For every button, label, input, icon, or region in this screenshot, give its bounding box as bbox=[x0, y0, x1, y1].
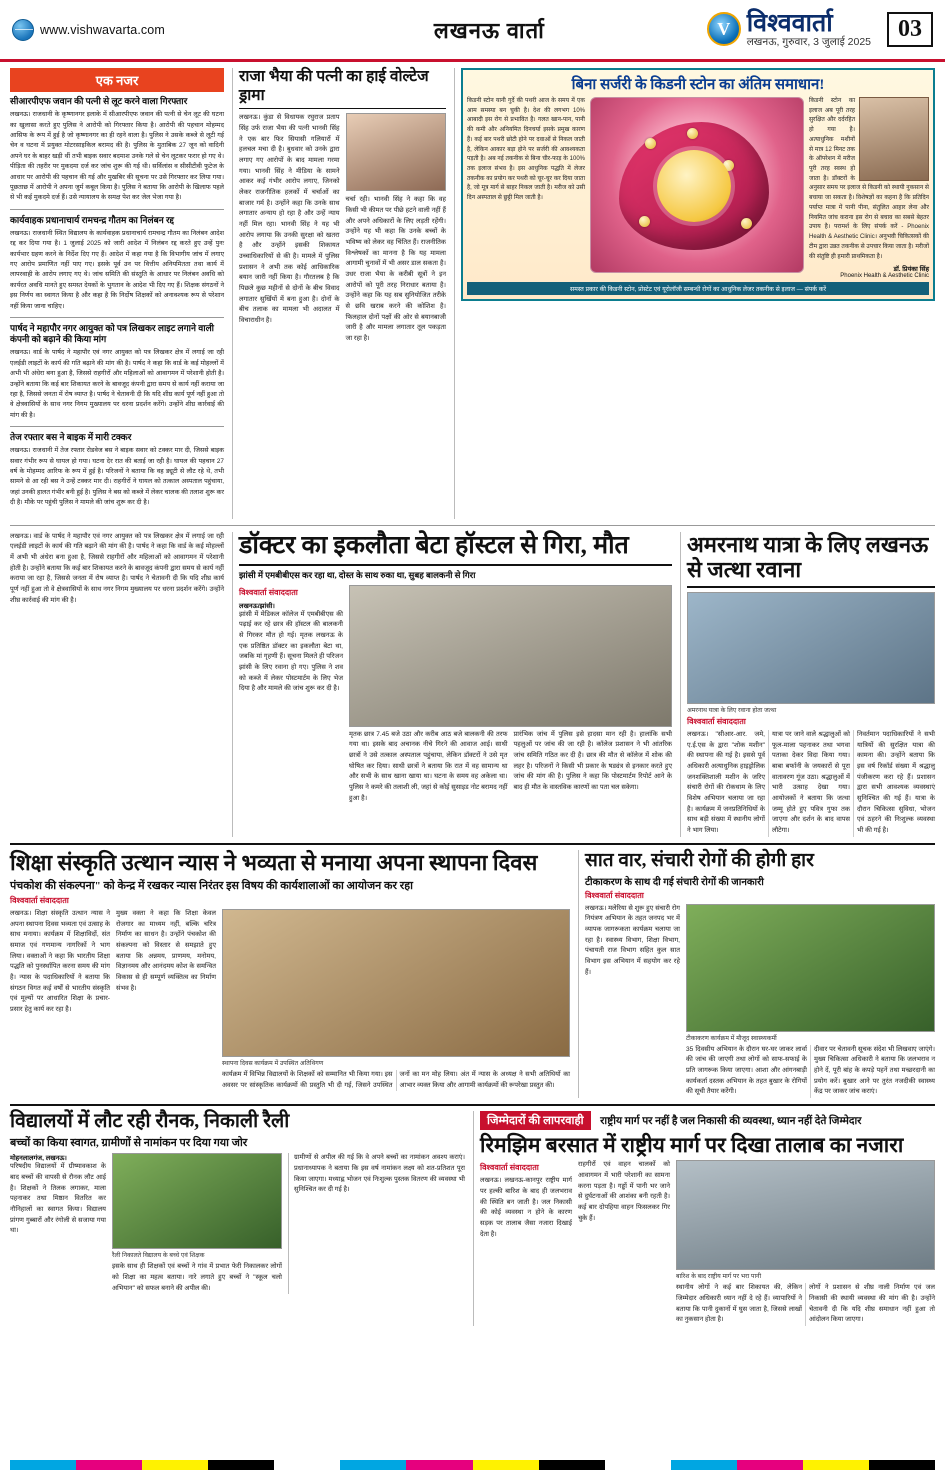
ad-doctor-name: डॉ. प्रियंका सिंह bbox=[893, 266, 929, 274]
saat-vaar-subhead: टीकाकरण के साथ दी गई संचारी रोगों की जानकारी bbox=[585, 876, 764, 888]
saat-vaar-byline: विश्ववार्ता संवाददाता bbox=[585, 890, 644, 900]
rimjhim-col2: राहगीरों एवं वाहन चालकों को आवागमन में भारी परेशानी का सामना करना पड़ता है। गड्ढों में पानी भर जाने से दुर्घटनाओं की आशंका बनी रहती है। कई बार दोपहिया वाहन फिसलकर गिर चुके हैं। bbox=[578, 1161, 670, 1222]
shiksha-col1: लखनऊ। शिक्षा संस्कृति उत्थान न्यास ने अपना स्थापना दिवस भव्यता एवं उत्साह के साथ मनाया। कार्यक्रम में शिक्षाविदों, संत समाज एवं गणमान्य नागरिकों ने भाग लिया। वक्ताओं ने कहा कि भारतीय शिक्षा पद्धति को पुनर्स्थापित करना समय की मांग है। न्यास के पदाधिकारियों ने बताया कि संगठन विगत कई वर्षों से भारतीय संस्कृति एवं मूल्यों पर आधारित शिक्षा के प्रचार-प्रसार हेतु कार्य कर रहा है। bbox=[10, 910, 110, 1014]
brief-item bbox=[10, 96, 224, 210]
doctor-story-col3: प्रारंभिक जांच में पुलिस इसे हादसा मान रही है। हालांकि सभी पहलुओं पर जांच की जा रही है। कॉलेज प्रशासन ने भी आंतरिक जांच समिति गठित कर दी है। छात्र की मौत से कॉलेज में शोक की लहर है। परिजनों ने किसी भी प्रकार के षड्यंत्र से इनकार करते हुए जांच की मांग की है। पुलिस ने कहा कि पोस्टमार्टम रिपोर्ट आने के बाद ही मौत के वास्तविक कारणों का पता चल सकेगा। bbox=[513, 730, 672, 791]
brief-item bbox=[10, 323, 224, 427]
edition-title: लखनऊ वार्ता bbox=[433, 17, 545, 43]
shiksha-subhead: पंचकोश की संकल्पना" को केन्द्र में रखकर न्यास निरंतर इस विषय की कार्यशालाओं का आयोजन कर रहा bbox=[10, 880, 413, 893]
ad-clinic-name: Phoenix Health & Aesthetic Clinic bbox=[840, 273, 929, 280]
doctor-story-subhead: झांसी में एमबीबीएस कर रहा था, दोस्त के साथ रुका था, सुबह बालकनी से गिरा bbox=[239, 569, 476, 580]
rimjhim-strap: राष्ट्रीय मार्ग पर नहीं है जल निकासी की व्यवस्था, ध्यान नहीं देते जिम्मेदार bbox=[600, 1116, 862, 1128]
masthead bbox=[0, 0, 945, 62]
amarnath-byline: विश्ववार्ता संवाददाता bbox=[687, 717, 746, 727]
vidyalay-dateline: मोहनलालगंज, लखनऊ। bbox=[10, 1155, 67, 1163]
doctor-story-col2: मृतक छात्र 7.45 बजे उठा और करीब आठ बजे बालकनी की तरफ गया था। इसके बाद अचानक नीचे गिरने की आवाज आई। साथी छात्रों ने उसे तत्काल अस्पताल पहुंचाया, लेकिन डॉक्टरों ने उसे मृत घोषित कर दिया। साथी छात्रों ने बताया कि रात में वह सामान्य था और सभी के साथ खाना खाया था। घटना के समय वह अकेला था। पुलिस ने कमरे की तलाशी ली, जहां से कोई सुसाइड नोट बरामद नहीं हुआ है। bbox=[349, 730, 508, 802]
rimjhim-tag: जिम्मेदारों की लापरवाही bbox=[480, 1111, 591, 1130]
kidney-advertisement[interactable] bbox=[454, 68, 935, 519]
top-band bbox=[10, 68, 935, 519]
second-band bbox=[10, 525, 935, 837]
saat-vaar-caption: टीकाकरण कार्यक्रम में मौजूद स्वास्थ्यकर्मी bbox=[686, 1034, 777, 1042]
raja-text-col1: लखनऊ। कुंडा से विधायक रघुराज प्रताप सिंह उर्फ राजा भैया की पत्नी भानवी सिंह ने एक बार फिर सियासी गलियारों में हलचल मचा दी है। बुधवार को उनके द्वारा लगाए गए आरोपों के बाद मामला गरमा गया। भानवी सिंह ने मीडिया के सामने आकर कई गंभीर आरोप लगाए, जिनको लेकर राजनीतिक हलकों में चर्चाओं का बाजार गर्म है। उन्होंने कहा कि उनके साथ लगातार अन्याय हो रहा है और उन्हें न्याय नहीं मिल रहा। भानवी सिंह ने यह भी आरोप लगाया कि उनकी सुरक्षा को खतरा है और उन्होंने इसकी शिकायत उच्चाधिकारियों से की है। मामले में पुलिस प्रशासन ने अभी तक कोई आधिकारिक बयान जारी नहीं किया है। गौरतलब है कि पिछले कुछ महीनों से दोनों के बीच विवाद लगातार सुर्खियों में बना हुआ है। दोनों के बीच तलाक का मामला भी अदालत में विचाराधीन है। bbox=[239, 114, 340, 324]
vidyalay-headline: विद्यालयों में लौट रही रौनक, निकाली रैली bbox=[10, 1111, 290, 1133]
brief-text: लखनऊ। वार्ड के पार्षद ने महापौर एवं नगर आयुक्त को पत्र लिखकर क्षेत्र में लगाई जा रही एलईडी लाइटों के कार्य की गति बढ़ाने की मांग की है। पार्षद ने कहा कि वार्ड के कई मोहल्लों में अभी भी अंधेरा बना हुआ है, जिससे राहगीरों और महिलाओं को आवागमन में परेशानी होती है। उन्होंने बताया कि कई बार शिकायत करने के बावजूद कंपनी द्वारा समय से कार्य नहीं कराया जा रहा है, जिससे जनता में रोष व्याप्त है। पार्षद ने चेतावनी दी कि यदि शीघ्र कार्य पूर्ण नहीं हुआ तो वे क्षेत्रवासियों के साथ नगर निगम मुख्यालय पर धरना प्रदर्शन करेंगे। उन्होंने शीघ्र कार्रवाई की मांग की है। bbox=[10, 349, 224, 419]
raja-headline: राजा भैया की पत्नी का हाई वोल्टेज ड्रामा bbox=[239, 68, 446, 109]
rimjhim-caption: बारिश के बाद राष्ट्रीय मार्ग पर भरा पानी bbox=[676, 1273, 762, 1281]
doctor-story-headline: डॉक्टर का इकलौता बेटा हॉस्टल से गिरा, मौत bbox=[239, 532, 672, 566]
raja-photo bbox=[346, 113, 447, 191]
page-number: 03 bbox=[887, 12, 933, 47]
saat-vaar-headline: सात वार, संचारी रोगों की होगी हार bbox=[585, 849, 814, 871]
ad-kidney-left-text: किडनी स्टोन यानी गुर्दे की पथरी आज के समय में एक आम समस्या बन चुकी है। देश की लगभग 10% आबादी इस रोग से प्रभावित है। गलत खान-पान, पानी की कमी और अनियमित दिनचर्या इसके प्रमुख कारण हैं। कई बार पथरी छोटी होने पर दवाओं से निकल जाती है, लेकिन आकार बड़ा होने पर सर्जरी की आवश्यकता पड़ती है। अब नई तकनीक से बिना चीर-फाड़ के 100% तक इलाज संभव है। इस आधुनिक पद्धति में लेजर तकनीक का प्रयोग कर पथरी को चूर-चूर कर दिया जाता है, जो मूत्र मार्ग से बाहर निकल जाती है। मरीज को उसी दिन अस्पताल से छुट्टी मिल जाती है। bbox=[467, 98, 585, 202]
doctor-photo bbox=[859, 97, 929, 181]
saat-vaar-col1: लखनऊ। मलेरिया से शुरू हुए संचारी रोग नियंत्रण अभियान के तहत जनपद भर में व्यापक जागरूकता कार्यक्रम चलाया जा रहा है। स्वास्थ्य विभाग, शिक्षा विभाग, पंचायती राज विभाग सहित कुल सात विभाग इस अभियान में सहयोग कर रहे हैं। bbox=[585, 904, 680, 976]
brand-name: विश्ववार्ता bbox=[746, 9, 833, 37]
doctor-story-byline: विश्ववार्ता संवाददाता bbox=[239, 587, 298, 597]
ek-nazar-header: एक नजर bbox=[10, 68, 224, 92]
saat-vaar-col2: 35 दिवसीय अभियान के दौरान घर-घर जाकर लार्वा की जांच की जाएगी तथा लोगों को साफ-सफाई के प्रति जागरूक किया जाएगा। आशा और आंगनबाड़ी कार्यकर्ता दस्तक अभियान के तहत बुखार के रोगियों की सूची तैयार करेंगी। bbox=[686, 1045, 807, 1096]
ad-kidney-right bbox=[809, 97, 929, 279]
ad-kidney-box[interactable] bbox=[461, 68, 935, 301]
shiksha-photo bbox=[222, 909, 570, 1057]
brief-text: लखनऊ। राजधानी स्थित विद्यालय के कार्यवाहक प्रधानाचार्य रामचन्द्र गौतम का निलंबन आदेश रद्द कर दिया गया है। 1 जुलाई 2025 को जारी आदेश में निलंबन रद्द करते हुए उन्हें पुनः कार्यभार ग्रहण करने के निर्देश दिए गए हैं। आदेश में कहा गया है कि विभागीय जांच में लगाए गए आरोप प्रमाणित नहीं पाए गए। इसके पूर्व उन पर वित्तीय अनियमितता तथा कार्य में लापरवाही के आरोप लगाए गए थे। जांच समिति की संस्तुति के आधार पर निलंबन अवधि को कार्यरत अवधि मानते हुए समस्त देयकों के भुगतान के आदेश भी दिए गए हैं। शिक्षक संगठनों ने इस निर्णय का स्वागत किया है और कहा है कि निर्दोष शिक्षकों को अनावश्यक रूप से परेशान नहीं किया जाना चाहिए। bbox=[10, 229, 224, 310]
doctor-story-dateline: लखनऊ/झांसी। bbox=[239, 602, 275, 610]
amarnath-col3: निवर्तमान पदाधिकारियों ने सभी यात्रियों की सुरक्षित यात्रा की कामना की। उन्होंने बताया कि इस वर्ष रिकॉर्ड संख्या में श्रद्धालु पंजीकरण करा रहे हैं। प्रशासन द्वारा सभी आवश्यक व्यवस्थाएं सुनिश्चित की गई हैं। यात्रा के दौरान चिकित्सा सुविधा, भोजन एवं ठहरने की निःशुल्क व्यवस्था भी की गई है। bbox=[857, 731, 935, 835]
band2-left-filler bbox=[10, 532, 224, 837]
brief-headline: कार्यवाहक प्रधानाचार्य रामचन्द्र गौतम का निलंबन रद्द bbox=[10, 214, 174, 225]
rimjhim-col3: स्थानीय लोगों ने कई बार शिकायत की, लेकिन जिम्मेदार अधिकारी ध्यान नहीं दे रहे हैं। व्यापारियों ने बताया कि पानी दुकानों में घुस जाता है, जिससे लाखों का नुकसान होता है। bbox=[676, 1284, 802, 1324]
kidney-illustration bbox=[590, 97, 804, 273]
ad-kidney-body bbox=[467, 97, 929, 279]
globe-icon bbox=[12, 19, 34, 41]
shiksha-caption: स्थापना दिवस कार्यक्रम में उपस्थित अतिथिगण bbox=[222, 1060, 324, 1068]
vidyalay-subhead: बच्चों का किया स्वागत, ग्रामीणों से नामांकन पर दिया गया जोर bbox=[10, 1137, 248, 1150]
amarnath-photo bbox=[687, 592, 935, 704]
shiksha-col2: मुख्य वक्ता ने कहा कि शिक्षा केवल रोजगार का माध्यम नहीं, बल्कि चरित्र निर्माण का साधन है। उन्होंने पंचकोश की संकल्पना को विस्तार से समझाते हुए बताया कि अन्नमय, प्राणमय, मनोमय, विज्ञानमय और आनंदमय कोश के समन्वित विकास से ही सम्पूर्ण व्यक्तित्व का निर्माण संभव है। bbox=[116, 910, 216, 992]
brief-text: लखनऊ। राजधानी में तेज रफ्तार रोडवेज बस ने बाइक सवार को टक्कर मार दी, जिससे बाइक सवार गंभीर रूप से घायल हो गया। घटना देर रात की बताई जा रही है। घायल की पहचान 27 वर्ष के मोहम्मद आरिफ के रूप में हुई है। परिजनों ने बताया कि वह ड्यूटी से लौट रहे थे, तभी सामने से आ रही बस ने उन्हें टक्कर मार दी। राहगीरों ने घायल को तत्काल अस्पताल पहुंचाया, जहां उनकी हालत गंभीर बनी हुई है। पुलिस ने बस को कब्जे में लेकर चालक की तलाश शुरू कर दी है। मौके पर पहुंची पुलिस ने मामले की जांच शुरू कर दी है। bbox=[10, 447, 224, 507]
page-content bbox=[0, 62, 945, 1326]
vidyalay-caption: रैली निकालते विद्यालय के बच्चे एवं शिक्षक bbox=[112, 1252, 205, 1260]
brand-dateline: लखनऊ, गुरुवार, 3 जुलाई 2025 bbox=[746, 36, 871, 49]
amarnath-col1: लखनऊ। "सीआर-आर. जमे, ए.ई.एस के द्वारा "शोक मशीन" की स्थापना की गई है। इससे पूर्व अधिकारी अत्याधुनिक हाइड्रोलिक जनशक्तिशाली मशीन के जरिए संचारी रोगों की रोकथाम के लिए विशेष अभियान चलाया जा रहा है। कार्यक्रम में जनप्रतिनिधियों के साथ बड़ी संख्या में स्थानीय लोगों ने भाग लिया। bbox=[687, 731, 765, 835]
masthead-left bbox=[12, 19, 272, 41]
amarnath-caption: अमरनाथ यात्रा के लिए रवाना होता जत्था bbox=[687, 707, 777, 715]
shiksha-byline: विश्ववार्ता संवाददाता bbox=[10, 896, 69, 906]
ad-kidney-title: बिना सर्जरी के किडनी स्टोन का अंतिम समाधान! bbox=[571, 77, 825, 93]
ad-kidney-right-text: किडनी स्टोन का इलाज अब पूरी तरह सुरक्षित और दर्दरहित हो गया है। अत्याधुनिक मशीनों से मात्र 12 मिनट तक के ऑपरेशन में मरीज पूरी तरह स्वस्थ हो जाता है। डॉक्टरों के अनुसार समय पर इलाज से किडनी को स्थायी नुकसान से बचाया जा सकता है। विशेषज्ञों का कहना है कि प्रतिदिन पर्याप्त मात्रा में पानी पीना, संतुलित आहार लेना और नियमित जांच कराना इस रोग से बचाव का सबसे बेहतर उपाय है। परामर्श के लिए संपर्क करें - Phoenix Health & Aesthetic Clinic। अनुभवी चिकित्सकों की टीम द्वारा उन्नत तकनीक से उपचार किया जाता है। मरीजों की संतुष्टि ही हमारी प्राथमिकता है। bbox=[809, 98, 929, 260]
brand-text bbox=[747, 11, 871, 48]
third-band bbox=[10, 843, 935, 1098]
brief-headline: तेज रफ्तार बस ने बाइक में मारी टक्कर bbox=[10, 432, 132, 442]
amarnath-col2: यात्रा पर जाने वाले श्रद्धालुओं को फूल-माला पहनाकर तथा भगवा पताका देकर विदा किया गया। बाबा बर्फानी के जयकारों से पूरा वातावरण गूंज उठा। श्रद्धालुओं में भारी उत्साह देखा गया। आयोजकों ने बताया कि जत्था जम्मू होते हुए पवित्र गुफा तक जाएगा और दर्शन के बाद वापस लौटेगा। bbox=[772, 731, 850, 835]
saat-vaar-photo bbox=[686, 904, 935, 1032]
ad-contact-strip[interactable]: समस्त प्रकार की किडनी स्टोन, प्रोस्टेट एवं यूरोलॉजी सम्बन्धी रोगों का आधुनिक लेजर तकनीक से इलाज — संपर्क करें bbox=[467, 282, 929, 295]
brief-text: लखनऊ। राजधानी के कृष्णानगर इलाके में सीआरपीएफ जवान की पत्नी से चेन लूट की घटना का खुलासा करते हुए पुलिस ने आरोपी को गिरफ्तार किया है। आरोपी की पहचान मोहम्मद आसिफ के रूप में हुई है जो कृष्णानगर का ही रहने वाला है। पुलिस ने उसके कब्जे से लूटी गई चेन व घटना में प्रयुक्त मोटरसाइकिल बरामद की है। पुलिस के मुताबिक 27 जून को वादिनी अपने घर के बाहर खड़ी थीं तभी बाइक सवार बदमाश उनके गले से चेन लूटकर फरार हो गए थे। पीड़िता की तहरीर पर मुकदमा दर्ज कर जांच शुरू की गई थी। सर्विलांस व सीसीटीवी फुटेज के आधार पर आरोपी की पहचान की गई और मुखबिर की सूचना पर उसे गिरफ्तार कर लिया गया। पूछताछ में आरोपी ने अपना जुर्म कबूल किया है। पुलिस ने बताया कि आरोपी के खिलाफ पहले से भी कई मुकदमे दर्ज हैं। उसे न्यायालय के समक्ष पेश कर जेल भेजा गया है। bbox=[10, 111, 224, 202]
doctor-son-story bbox=[232, 532, 672, 837]
registration-color-bar bbox=[10, 1460, 935, 1470]
raja-text-col2: चर्चा रही। भानवी सिंह ने कहा कि वह किसी भी कीमत पर पीछे हटने वाली नहीं हैं और अपने अधिकारों के लिए लड़ती रहेंगी। उन्होंने यह भी कहा कि उनके बच्चों के भविष्य को लेकर वह चिंतित हैं। राजनीतिक विश्लेषकों का मानना है कि यह मामला आगामी चुनावों में भी असर डाल सकता है। उधर राजा भैया के करीबी सूत्रों ने इन आरोपों को पूरी तरह निराधार बताया है। उन्होंने कहा कि यह सब सुनियोजित तरीके से छवि खराब करने की कोशिश है। फिलहाल दोनों पक्षों की ओर से बयानबाजी जारी है और मामला लगातार तूल पकड़ता जा रहा है। bbox=[345, 196, 446, 342]
brief-item bbox=[10, 215, 224, 318]
masthead-center bbox=[272, 15, 707, 45]
vidyalay-photo bbox=[112, 1153, 282, 1249]
shiksha-col3: कार्यक्रम में विभिन्न विद्यालयों के शिक्षकों को सम्मानित भी किया गया। इस अवसर पर सांस्कृतिक कार्यक्रमों की प्रस्तुति भी दी गई, जिसने उपस्थित जनों का मन मोह लिया। अंत में न्यास के अध्यक्ष ने सभी अतिथियों का आभार व्यक्त किया और आगामी कार्यक्रमों की रूपरेखा प्रस्तुत की। bbox=[222, 1071, 570, 1089]
vidyalay-col2: इसके साथ ही शिक्षकों एवं बच्चों ने गांव में प्रभात फेरी निकालकर लोगों को शिक्षा का महत्व बताया। नारे लगाते हुए बच्चों ने "स्कूल चलो अभियान" को सफल बनाने की अपील की। bbox=[112, 1263, 282, 1292]
vidyalay-col3: ग्रामीणों से अपील की गई कि वे अपने बच्चों का नामांकन अवश्य कराएं। प्रधानाध्यापक ने बताया कि इस वर्ष नामांकन लक्ष्य को शत-प्रतिशत पूरा किया जाएगा। मध्याह्न भोजन एवं निःशुल्क पुस्तक वितरण की व्यवस्था भी सुनिश्चित कर दी गई है। bbox=[294, 1154, 465, 1194]
amarnath-story bbox=[680, 532, 935, 837]
band2-left-text: लखनऊ। वार्ड के पार्षद ने महापौर एवं नगर आयुक्त को पत्र लिखकर क्षेत्र में लगाई जा रही एलईडी लाइटों के कार्य की गति बढ़ाने की मांग की है। पार्षद ने कहा कि वार्ड के कई मोहल्लों में अभी भी अंधेरा बना हुआ है, जिससे राहगीरों और महिलाओं को आवागमन में परेशानी होती है। उन्होंने बताया कि कई बार शिकायत करने के बावजूद कंपनी द्वारा समय से कार्य नहीं कराया जा रहा है, जिससे जनता में रोष व्याप्त है। पार्षद ने चेतावनी दी कि यदि शीघ्र कार्य पूर्ण नहीं हुआ तो वे क्षेत्रवासियों के साथ नगर निगम मुख्यालय पर धरना प्रदर्शन करेंगे। उन्होंने शीघ्र कार्रवाई की मांग की है। bbox=[10, 532, 224, 604]
rimjhim-headline: रिमझिम बरसात में राष्ट्रीय मार्ग पर दिखा तालाब का नजारा bbox=[480, 1133, 904, 1158]
doctor-story-col1: झांसी में मेडिकल कॉलेज में एमबीबीएस की पढ़ाई कर रहे छात्र की हॉस्टल की बालकनी से गिरकर मौत हो गई। मृतक लखनऊ के एक प्रतिष्ठित डॉक्टर का इकलौता बेटा था, जबकि मां गृहणी हैं। सूचना मिलते ही परिजन झांसी के लिए रवाना हो गए। पुलिस ने शव को कब्जे में लेकर पोस्टमार्टम के लिए भेज दिया है और मामले की जांच शुरू कर दी है। bbox=[239, 610, 343, 693]
rimjhim-story bbox=[473, 1111, 935, 1326]
brief-headline: पार्षद ने महापौर नगर आयुक्त को पत्र लिखकर लाइट लगाने वाली कंपनी को बढ़ाने की किया मांग bbox=[10, 322, 215, 345]
shiksha-story bbox=[10, 850, 570, 1098]
rimjhim-photo bbox=[676, 1160, 935, 1270]
saat-vaar-col3: दीवार पर चेतावनी सूचक संदेश भी लिखवाए जाएंगे। मुख्य चिकित्सा अधिकारी ने बताया कि जलभराव न होने दें, पूरी बांह के कपड़े पहनें तथा मच्छरदानी का प्रयोग करें। बुखार आने पर तुरंत नजदीकी स्वास्थ्य केंद्र पर जाकर जांच कराएं। bbox=[814, 1045, 935, 1096]
ek-nazar-column bbox=[10, 68, 224, 519]
brief-headline: सीआरपीएफ जवान की पत्नी से लूट करने वाला गिरफ्तार bbox=[10, 96, 188, 106]
amarnath-headline: अमरनाथ यात्रा के लिए लखनऊ से जत्था रवाना bbox=[687, 532, 935, 589]
brand-logo-icon: V bbox=[707, 12, 741, 46]
raja-story bbox=[232, 68, 446, 519]
shiksha-headline: शिक्षा संस्कृति उत्थान न्यास ने भव्यता से मनाया अपना स्थापना दिवस bbox=[10, 849, 538, 875]
rimjhim-col4: लोगों ने प्रशासन से शीघ्र नाली निर्माण एवं जल निकासी की स्थायी व्यवस्था की मांग की है। उन्होंने चेतावनी दी कि यदि शीघ्र समाधान नहीं हुआ तो आंदोलन किया जाएगा। bbox=[809, 1284, 935, 1324]
vidyalay-story bbox=[10, 1111, 465, 1326]
brief-item bbox=[10, 432, 224, 514]
site-url[interactable]: www.vishwavarta.com bbox=[40, 22, 165, 37]
masthead-right bbox=[707, 11, 933, 48]
brand bbox=[707, 11, 871, 48]
saat-vaar-story bbox=[578, 850, 935, 1098]
rimjhim-col1: लखनऊ। लखनऊ-कानपुर राष्ट्रीय मार्ग पर हल्की बारिश के बाद ही जलभराव की स्थिति बन जाती है। जल निकासी की कोई व्यवस्था न होने के कारण सड़क पर तालाब जैसा नजारा दिखाई देता है। bbox=[480, 1177, 572, 1238]
fourth-band bbox=[10, 1104, 935, 1326]
vidyalay-col1: परिषदीय विद्यालयों में ग्रीष्मावकाश के बाद बच्चों की वापसी से रौनक लौट आई है। शिक्षकों ने तिलक लगाकर, माला पहनाकर तथा मिष्ठान वितरित कर नौनिहालों का स्वागत किया। विद्यालय प्रांगण गुब्बारों और रंगोली से सजाया गया था। bbox=[10, 1163, 106, 1235]
rimjhim-byline: विश्ववार्ता संवाददाता bbox=[480, 1163, 539, 1173]
doctor-story-photo bbox=[349, 585, 672, 727]
